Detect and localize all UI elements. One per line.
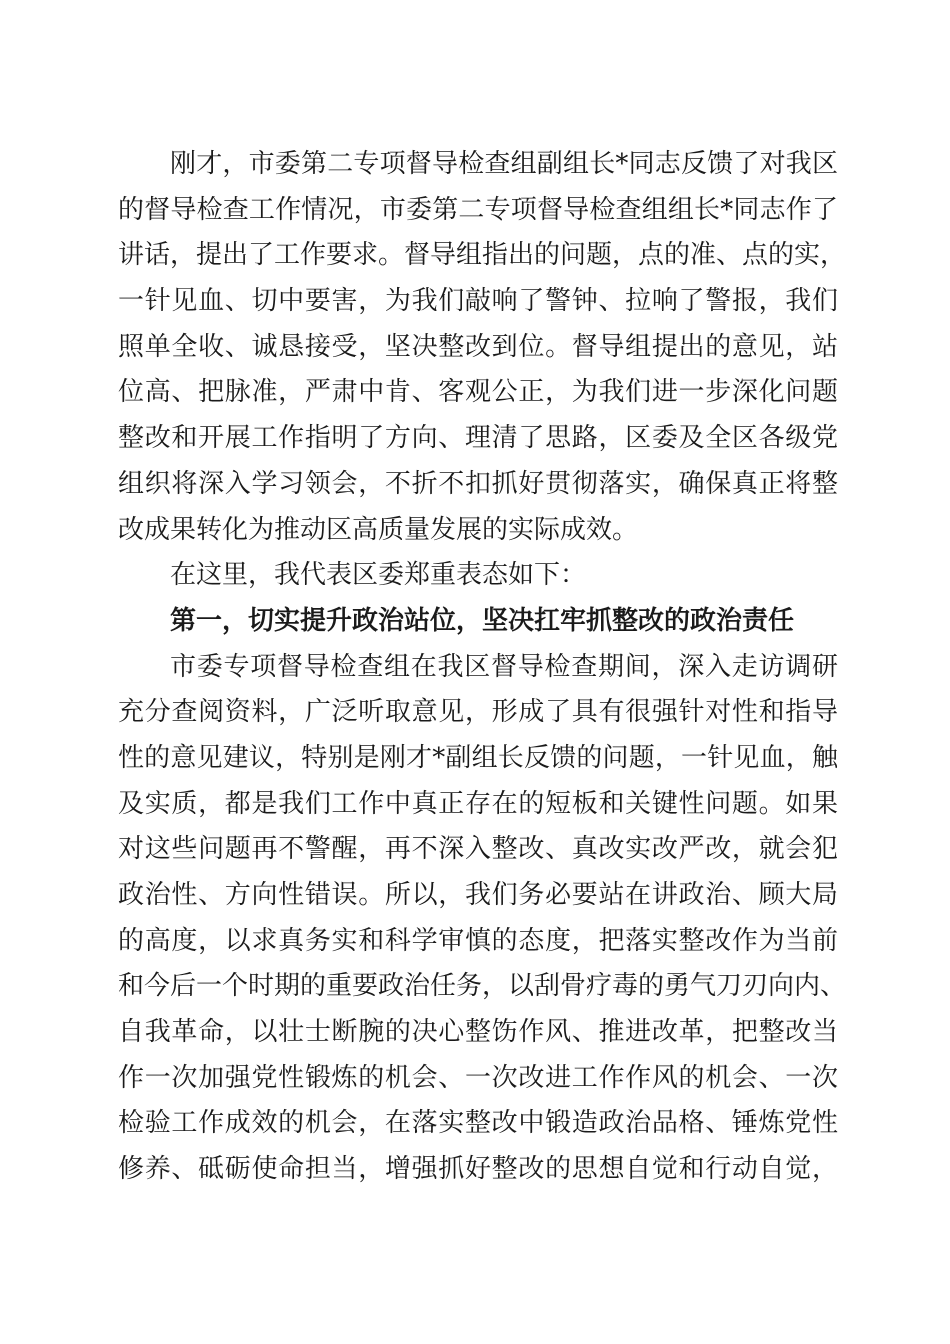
- document-body: [118, 142, 847, 1193]
- text-line: 一针见血、切中要害，为我们敲响了警钟、拉响了警报，我们: [118, 286, 838, 317]
- text-line: 组织将深入学习领会，不折不扣抓好贯彻落实，确保真正将整: [118, 468, 838, 499]
- text-line: 改成果转化为推动区高质量发展的实际成效。: [118, 514, 639, 545]
- paragraph-section-1: [118, 645, 847, 1193]
- text-line: 和今后一个时期的重要政治任务，以刮骨疗毒的勇气刀刃向内、: [118, 971, 847, 1002]
- text-line: 政治性、方向性错误。所以，我们务必要站在讲政治、顾大局: [118, 880, 838, 910]
- text-line: 照单全收、诚恳接受，坚决整改到位。督导组提出的意见，站: [118, 331, 838, 362]
- section-heading-1: [118, 599, 838, 645]
- text-line: 作一次加强党性锻炼的机会、一次改进工作作风的机会、一次: [118, 1062, 838, 1093]
- text-line: 的高度，以求真务实和科学审慎的态度，把落实整改作为当前: [118, 925, 838, 956]
- text-line: 讲话，提出了工作要求。督导组指出的问题，点的准、点的实，: [118, 240, 847, 271]
- text-line: 性的意见建议，特别是刚才*副组长反馈的问题，一针见血，触: [118, 742, 838, 773]
- text-line: 检验工作成效的机会，在落实整改中锻造政治品格、锤炼党性: [118, 1108, 838, 1139]
- paragraph-intro: [118, 142, 847, 553]
- paragraph-statement-intro: [118, 553, 838, 599]
- text-line: 整改和开展工作指明了方向、理清了思路，区委及全区各级党: [118, 423, 838, 454]
- text-line: 自我革命，以壮士断腕的决心整饬作风、推进改革，把整改当: [118, 1017, 838, 1048]
- text-line: 刚才，市委第二专项督导检查组副组长*同志反馈了对我区: [170, 149, 838, 179]
- text-line: 市委专项督导检查组在我区督导检查期间，深入走访调研: [170, 651, 838, 682]
- text-line: 修养、砥砺使命担当，增强抓好整改的思想自觉和行动自觉，: [118, 1154, 838, 1185]
- text-line: 充分查阅资料，广泛听取意见，形成了具有很强针对性和指导: [118, 697, 838, 728]
- heading-text: 第一，切实提升政治站位，坚决扛牢抓整改的政治责任: [170, 605, 795, 636]
- text-line: 及实质，都是我们工作中真正存在的短板和关键性问题。如果: [118, 788, 838, 819]
- text-line: 在这里，我代表区委郑重表态如下：: [170, 560, 587, 591]
- text-line: 位高、把脉准，严肃中肯、客观公正，为我们进一步深化问题: [118, 377, 838, 408]
- text-line: 对这些问题再不警醒，再不深入整改、真改实改严改，就会犯: [118, 834, 838, 865]
- text-line: 的督导检查工作情况，市委第二专项督导检查组组长*同志作了: [118, 194, 838, 225]
